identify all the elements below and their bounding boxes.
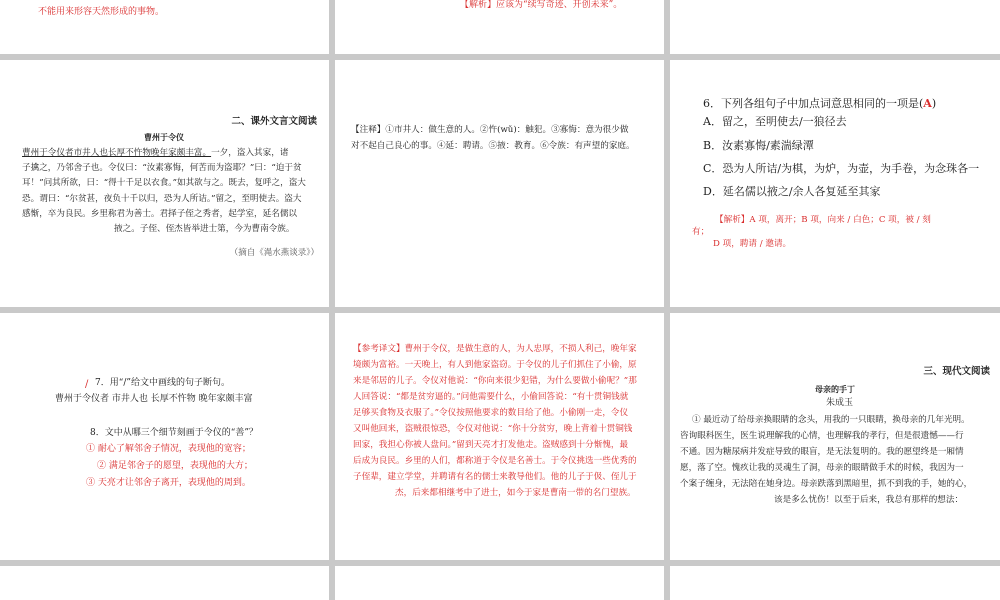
slide-classical-text: [0, 60, 329, 307]
passage-line: 一夕，盗入其家，诸: [211, 148, 289, 158]
question-text: 6．下列各组句子中加点词意思相同的一项是(: [703, 97, 924, 110]
section-heading: 二、课外文言文阅读: [231, 116, 317, 127]
passage-line: 恐。谓曰：“尔贫甚，夜负十千以归，恐为人所诘。”留之，至明使去。盗大: [22, 193, 302, 204]
answer-choice: A: [923, 97, 932, 110]
option-b: B．汝素寡悔/素湍绿潭: [703, 139, 814, 152]
passage-line: 不通。因为糖尿病并发症导致的眼盲，是无法复明的。我的愿望终是一厢情: [680, 447, 964, 457]
slide-modern-reading: [670, 313, 1000, 560]
translation-line: 足够买食物及衣服了。”令仪按照他要求的数目给了他。小偷刚一走，令仪: [353, 408, 629, 418]
question-close: ): [931, 97, 937, 110]
translation-line: 又叫他回来，盗贼很惊恐，令仪对他说：“你十分贫穷，晚上背着十贯铜钱: [353, 424, 633, 434]
translation-line: 后成为良民。乡里的人们，都称道于令仪是名善士。于令仪挑选一些优秀的: [353, 456, 637, 466]
option-d: D．延名儒以掖之/余人各复延至其家: [703, 185, 881, 198]
answer-item: ② 满足邻舍子的愿望，表现他的大方；: [97, 461, 253, 471]
analysis-text: 【解析】应该为“续写奇迹、开创未来”。: [460, 0, 623, 10]
slide-row0-mid: [335, 0, 664, 54]
question-6: [703, 97, 936, 110]
passage-line: 咨询眼科医生，医生说理解我的心情，也理解我的孝行，但是很遗憾——行: [680, 431, 964, 441]
slide-translation: [335, 313, 664, 560]
translation-line: 境颇为富裕。一天晚上，有人到他家盗窃。于令仪的儿子们抓住了小偷，原: [353, 360, 637, 370]
passage-author: 朱成玉: [826, 398, 854, 408]
passage-title: 曹州于令仪: [144, 132, 184, 142]
passage-line: 感惭，卒为良民。乡里称君为善士。君择子侄之秀者，起学室，延名儒以: [22, 208, 298, 219]
note-text: 不能用来形容天然形成的事物。: [38, 7, 165, 17]
answer-item: ① 耐心了解邻舍子情况，表现他的宽容；: [86, 444, 251, 454]
notes-line: 对不起自己良心的事。④延：聘请。⑤掖：教育。⑥令族：有声望的家庭。: [351, 141, 635, 151]
translation-line: 杰，后来都相继考中了进士，如今于家是曹南一带的名门望族。: [395, 488, 636, 498]
analysis-line: 有；: [692, 227, 710, 237]
translation-line: 子侄辈，建立学堂，并聘请有名的儒士来教导他们。他的儿子于伋、侄儿于: [353, 472, 637, 482]
slide-row3-left: [0, 566, 329, 600]
slide-notes: [335, 60, 664, 307]
passage-line: 耳！”问其所欲，曰：“得十千足以衣食。”如其欲与之。既去，复呼之，盗大: [22, 178, 306, 189]
option-a: A．留之，至明使去/一狼径去: [703, 115, 847, 128]
section-heading: 三、现代文阅读: [923, 366, 990, 377]
translation-line: 来是邻居的儿子。令仪对他说：“你向来很少犯错，为什么要做小偷呢？”那: [353, 376, 637, 386]
slide-row3-right: [670, 566, 1000, 600]
analysis-line: 【解析】A 项，离开；B 项，向来 / 白色；C 项，被 / 刻: [715, 215, 931, 225]
passage-line: 子擒之，乃邻舍子也。令仪曰：“汝素寡悔，何苦而为盗耶？”曰：“迫于贫: [22, 163, 302, 174]
slide-row0-right: [670, 0, 1000, 54]
passage-line: ① 最近动了给母亲换眼睛的念头，用我的一只眼睛，换母亲的几年光明。: [692, 415, 970, 425]
analysis-line: D 项，聘请 / 邀请。: [713, 239, 792, 249]
translation-line: 回家，我担心你被人盘问。”留到天亮才打发他走。盗贼感到十分惭愧，最: [353, 440, 629, 450]
slide-row0-left: [0, 0, 329, 54]
answer-item: ③ 天亮才让邻舍子离开，表现他的周到。: [86, 478, 251, 488]
passage-line: 愿，落了空。愧疚让我的灵魂生了洞，母亲的眼睛做手术的时候，我因为一: [680, 463, 964, 473]
translation-line: 人回答说：“都是贫穷逼的。”问他需要什么，小偷回答说：“有十贯铜钱就: [353, 392, 629, 402]
slash-mark: /: [85, 379, 89, 390]
slide-row3-mid: [335, 566, 664, 600]
translation-line: 【参考译文】曹州于令仪，是做生意的人，为人忠厚，不损人利己，晚年家: [353, 344, 637, 354]
notes-line: 【注释】①市井人：做生意的人。②忤(wǔ)：触犯。③寡悔：意为很少做: [351, 125, 629, 135]
passage-line: 该是多么忧伤！以至于后来，我总有那样的想法：: [774, 495, 964, 505]
passage-body: [22, 146, 318, 237]
question-8: 8．文中从哪三个细节刻画于令仪的“善”？: [90, 428, 258, 438]
option-c: C．恐为人所诘/为棋，为炉，为壶，为手卷，为念珠各一: [703, 162, 980, 175]
question-7-answer: 曹州于令仪者 市井人也 长厚不忤物 晚年家颇丰富: [55, 394, 253, 404]
underlined-sentence: 曹州于令仪者市井人也长厚不忤物晚年家颇丰富。: [22, 148, 212, 158]
passage-source: （摘自《渑水燕谈录》）: [229, 248, 319, 258]
passage-line: 掖之。子侄、侄杰皆举进士第，今为曹南令族。: [114, 224, 295, 235]
passage-line: 个案子缠身，无法陪在她身边。母亲跌落到黑暗里，抓不到我的手，她的心，: [680, 479, 973, 489]
slide-question-6: [670, 60, 1000, 307]
passage-title: 母亲的手丁: [815, 384, 855, 394]
question-7: 7．用“/”给文中画线的句子断句。: [95, 378, 230, 388]
slide-questions-7-8: [0, 313, 329, 560]
